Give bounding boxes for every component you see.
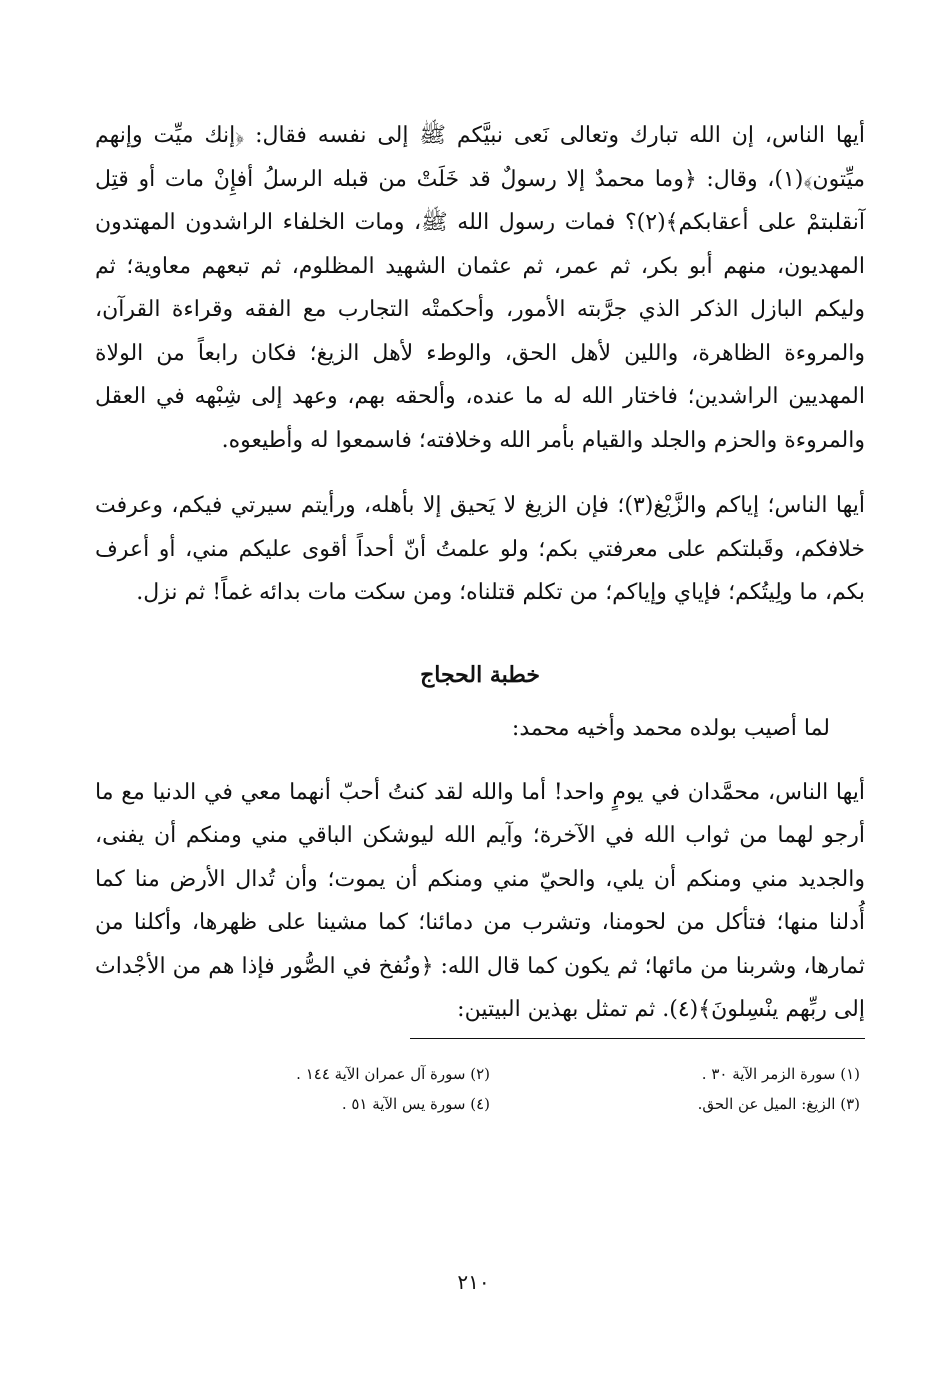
footnotes — [95, 1063, 865, 1115]
footnote-4: (٤) سورة يس الآية ٥١ . — [341, 1094, 490, 1113]
paragraph-3: أيها الناس، محمَّدان في يومٍ واحد! أما والله لقد كنتُ أحبّ أنهما معي في الدنيا مع ما أرجو لهما من ثواب الله في الآخرة؛ وآيم الله ليوشكن الباقي مني ومنكم أن يفنى، والجديد مني ومنكم أن يلي، والحيّ مني ومنكم أن يموت؛ وأن تُدال الأرض منا كما أُدلنا منها؛ فتأكل من لحومنا، وتشرب من دمائنا؛ كما مشينا على ظهرها، وأكلنا من ثمارها، وشربنا من مائها؛ ثم يكون كما قال الله: ﴿ونُفخ في الصُّور فإذا هم من الأجْداث إلى ربِّهم ينْسِلونَ﴾(٤). ثم تمثل بهذين البيتين: — [95, 779, 866, 1022]
paragraph-2: أيها الناس؛ إياكم والزَّيْغ(٣)؛ فإن الزيغ لا يَحيق إلا بأهله، ورأيتم سيرتي فيكم، وعرفت خلافكم، وقَبلتكم على معرفتي بكم؛ ولو علمتُ أنّ أحداً أقوى عليكم مني، أو أعرف بكم، ما ولِيتُكم؛ فإياي وإياكم؛ من تكلم قتلناه؛ ومن سكت مات بدائه غماً! ثم نزل. — [95, 493, 865, 605]
footnote-1: (١) سورة الزمر الآية ٣٠ . — [701, 1064, 860, 1083]
footnote-2: (٢) سورة آل عمران الآية ١٤٤ . — [296, 1064, 490, 1083]
page-body — [95, 100, 865, 1115]
page-number: ٢١٠ — [457, 1270, 490, 1294]
section-intro: لما أصيب بولده محمد وأخيه محمد: — [511, 715, 830, 741]
paragraph-1: أيها الناس، إن الله تبارك وتعالى نَعى نبيَّكم ﷺ إلى نفسه فقال: ﴿إنك ميِّت وإنهم ميِّتون﴾(١)، وقال: ﴿وما محمدٌ إلا رسولٌ قد خَلَتْ من قبله الرسلُ أفإِنْ مات أو قتِل آنقلبتمْ على أعقابكم﴾(٢)؟ فمات رسول الله ﷺ، ومات الخلفاء الراشدون المهتدون المهديون، منهم أبو بكر، ثم عمر، ثم عثمان الشهيد المظلوم، ثم تبعهم معاوية؛ ثم وليكم البازل الذكر الذي جرَّبته الأمور، وأحكمتْه التجارب مع الفقه وقراءة القرآن، والمروءة الظاهرة، واللين لأهل الحق، والوطء لأهل الزيغ؛ فكان رابعاً من الولاة المهديين الراشدين؛ فاختار الله له ما عنده، وألحقه بهم، وعهد إلى شِبْهه في العقل والمروءة والحزم والجلد والقيام بأمر الله وخلافته؛ فاسمعوا له وأطيعوه. — [95, 123, 865, 453]
footnote-3: (٣) الزيغ: الميل عن الحق. — [697, 1094, 860, 1113]
section-heading: خطبة الحجاج — [420, 661, 540, 688]
footnote-divider — [410, 1038, 865, 1039]
